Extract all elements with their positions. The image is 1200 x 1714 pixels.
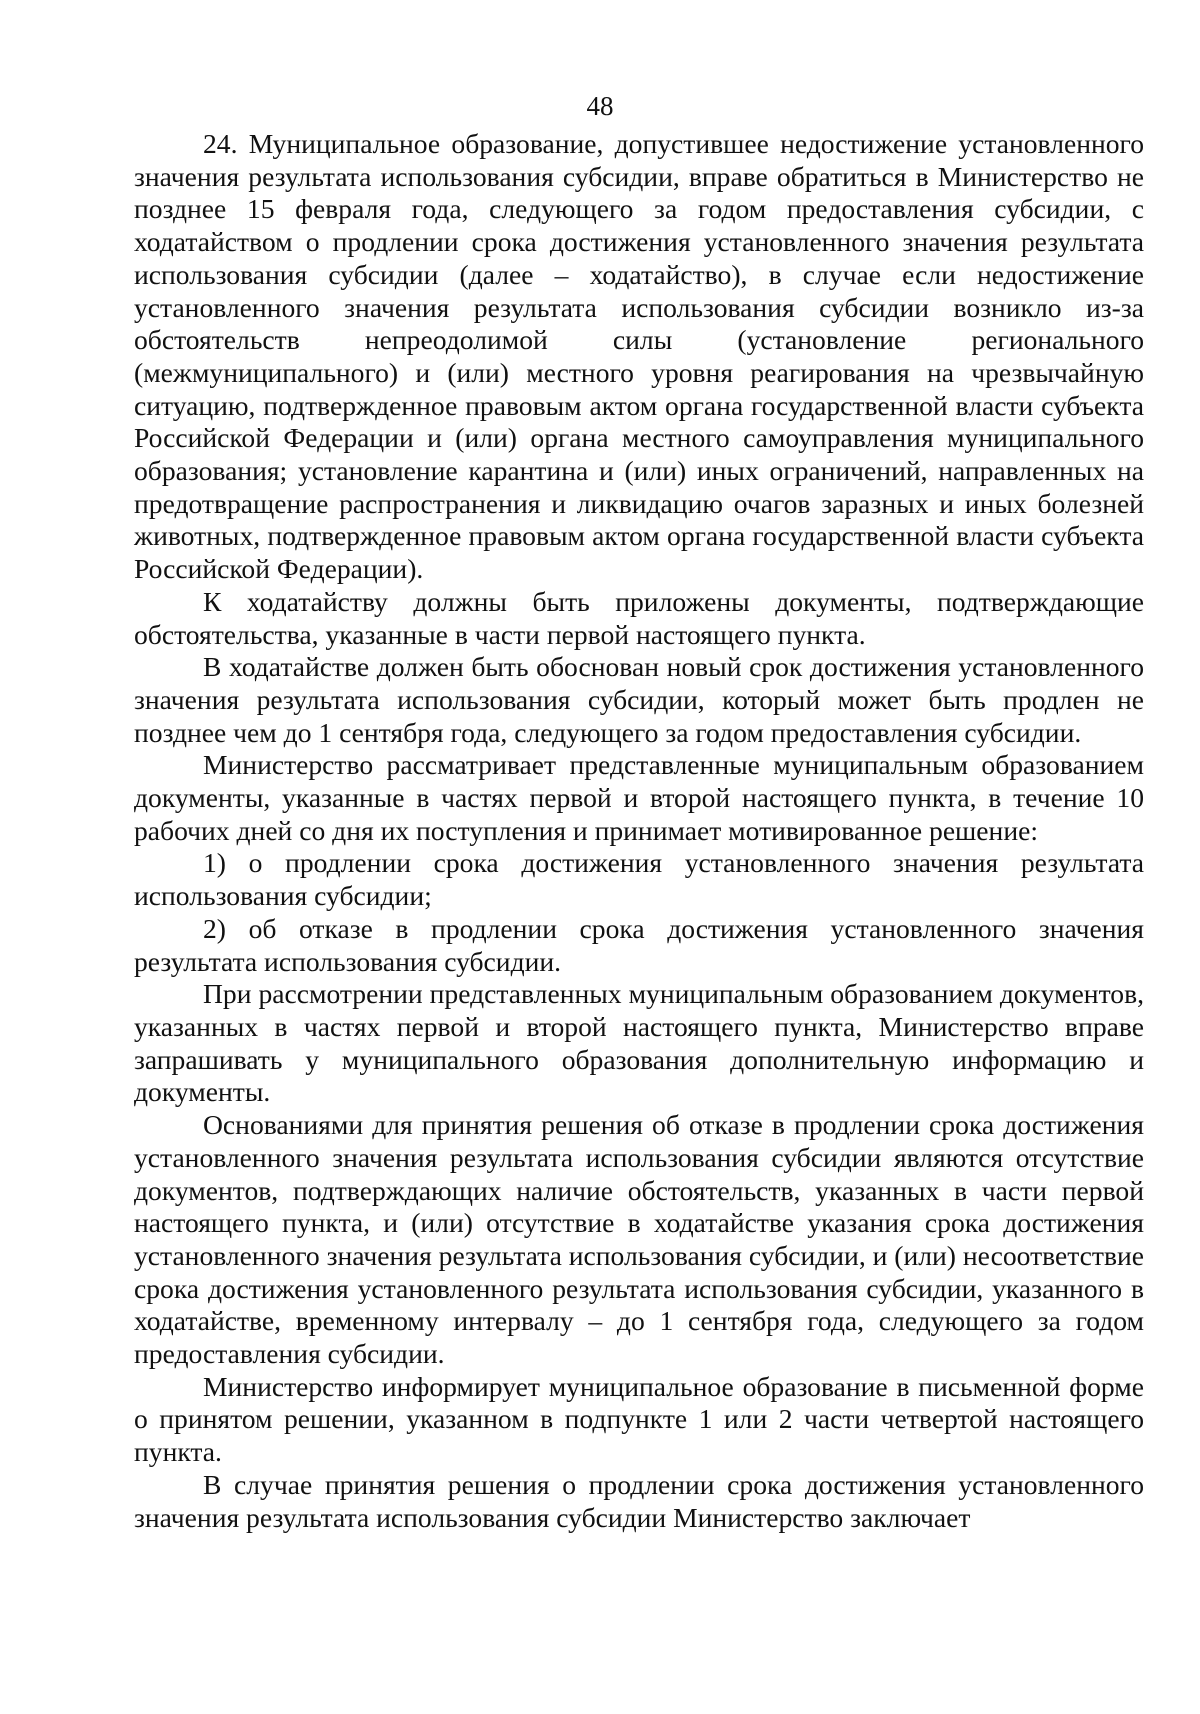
paragraph-extension-agreement: В случае принятия решения о продлении срока достижения установленного значения результата использования субсидии Министерство заключает xyxy=(134,1468,1144,1533)
document-body xyxy=(134,128,1144,1534)
list-item-extend: 1) о продлении срока достижения установленного значения результата использования субсидии; xyxy=(134,847,1144,912)
paragraph-attachments: К ходатайству должны быть приложены документы, подтверждающие обстоятельства, указанные в части первой настоящего пункта. xyxy=(134,585,1144,650)
paragraph-additional-info: При рассмотрении представленных муниципальным образованием документов, указанных в частях первой и второй настоящего пункта, Министерство вправе запрашивать у муниципального образования дополнительную информацию и документы. xyxy=(134,978,1144,1108)
list-item-refuse: 2) об отказе в продлении срока достижения установленного значения результата использования субсидии. xyxy=(134,912,1144,977)
paragraph-24-intro: 24. Муниципальное образование, допустившее недостижение установленного значения результата использования субсидии, вправе обратиться в Министерство не позднее 15 февраля года, следующего за годом предоставления субсидии, с ходатайством о продлении срока достижения установленного значения результата использования субсидии (далее – ходатайство), в случае если недостижение установленного значения результата использования субсидии возникло из-за обстоятельств непреодолимой силы (установление регионального (межмуниципального) и (или) местного уровня реагирования на чрезвычайную ситуацию, подтвержденное правовым актом органа государственной власти субъекта Российской Федерации и (или) органа местного самоуправления муниципального образования; установление карантина и (или) иных ограничений, направленных на предотвращение распространения и ликвидацию очагов заразных и иных болезней животных, подтвержденное правовым актом органа государственной власти субъекта Российской Федерации). xyxy=(134,128,1144,585)
paragraph-new-term: В ходатайстве должен быть обоснован новый срок достижения установленного значения результата использования субсидии, который может быть продлен не позднее чем до 1 сентября года, следующего за годом предоставления субсидии. xyxy=(134,651,1144,748)
page-number: 48 xyxy=(586,91,614,121)
paragraph-ministry-review: Министерство рассматривает представленные муниципальным образованием документы, указанные в частях первой и второй настоящего пункта, в течение 10 рабочих дней со дня их поступления и принимает мотивированное решение: xyxy=(134,749,1144,846)
paragraph-notification: Министерство информирует муниципальное образование в письменной форме о принятом решении, указанном в подпункте 1 или 2 части четвертой настоящего пункта. xyxy=(134,1370,1144,1468)
paragraph-refusal-grounds: Основаниями для принятия решения об отказе в продлении срока достижения установленного значения результата использования субсидии являются отсутствие документов, подтверждающих наличие обстоятельств, указанных в части первой настоящего пункта, и (или) отсутствие в ходатайстве указания срока достижения установленного значения результата использования субсидии, и (или) несоответствие срока достижения установленного результата использования субсидии, указанного в ходатайстве, временному интервалу – до 1 сентября года, следующего за годом предоставления субсидии. xyxy=(134,1109,1144,1370)
